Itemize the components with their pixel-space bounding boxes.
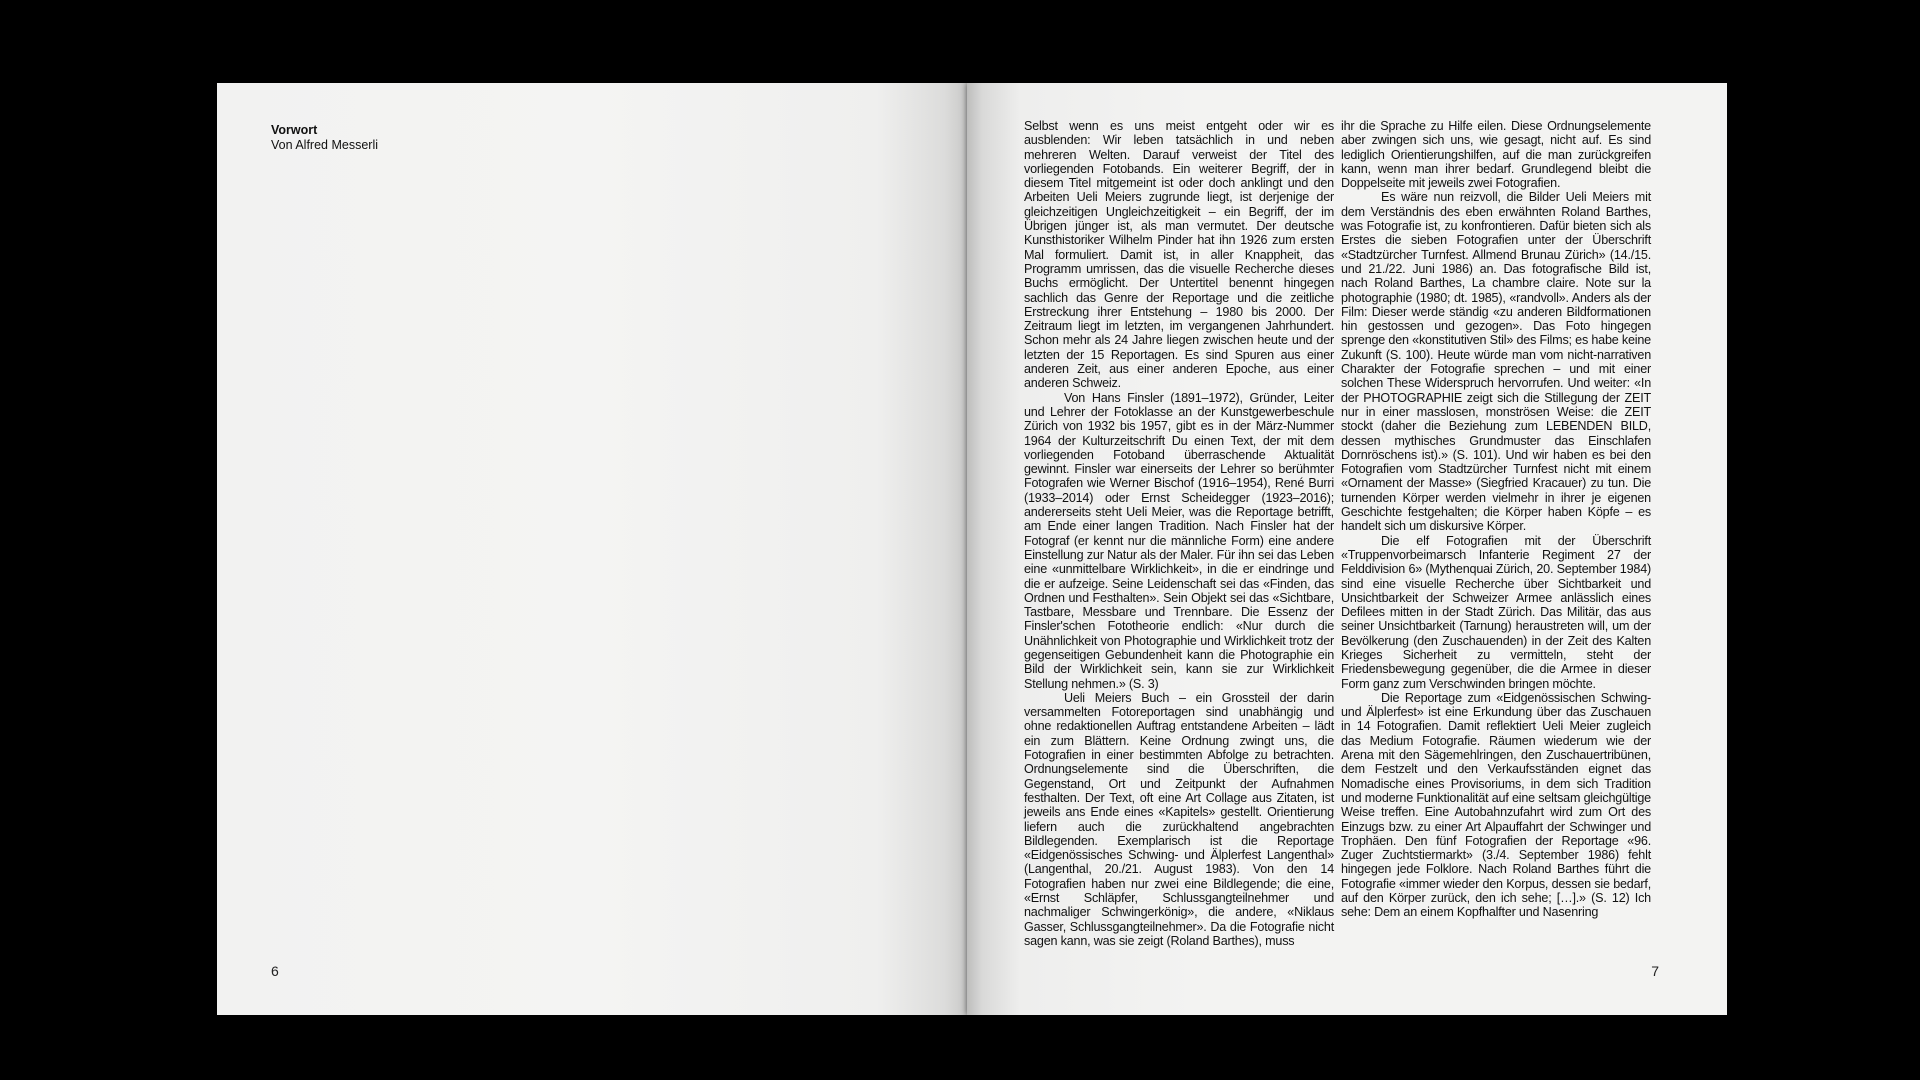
chapter-title: Vorwort (271, 123, 318, 137)
paragraph: Die Reportage zum «Eidgenössischen Schwing- und Älplerfest» ist eine Erkundung über das Zuschauen in 14 Fotografien. Damit reflektiert Ueli Meier zugleich das Medium Fotografie. Räumen wiederum wie der Arena mit den Sägemehlringen, den Zuschauertribünen, dem Festzelt und den Verkaufsständen eignet das Nomadische eines Provisoriums, in dem sich Tradition und moderne Funktionalität auf eine seltsam gleichgültige Weise treffen. Eine Autobahnzufahrt wird zum Ort des Einzugs bzw. zu einer Art Alpauffahrt der Schwinger und Trophäen. Den fünf Fotografien der Reportage «96. Zuger Zuchtstiermarkt» (3./4. September 1986) fehlt hingegen jede Folklore. Nach Roland Barthes führt die Fotografie «immer wieder den Korpus, dessen sie bedarf, auf den Körper zurück, den ich sehe; […].» (S. 12) Ich sehe: Dem an einem Kopfhalfter und Nasenring (1341, 690, 1651, 920)
chapter-author: Von Alfred Messerli (271, 138, 378, 152)
paragraph: Von Hans Finsler (1891–1972), Gründer, Leiter und Lehrer der Fotoklasse an der Kunstgewerbeschule Zürich von 1932 bis 1957, gibt es in der März-Nummer 1964 der Kulturzeitschrift Du einen Text, der mit dem vorliegenden Fotoband überraschende Aktualität gewinnt. Finsler war einerseits der Lehrer so berühmter Fotografen wie Werner Bischof (1916–1954), René Burri (1933–2014) oder Ernst Scheidegger (1923–2016); andererseits steht Ueli Meier, was die Reportage betrifft, am Ende einer langen Tradition. Nach Finsler hat der Fotograf (er kennt nur die männliche Form) eine andere Einstellung zur Natur als der Maler. Für ihn sei das Leben eine «unmittelbare Wirklichkeit», in die er eindringe und die er aufzeige. Seine Leidenschaft sei das «Finden, das Ordnen und Festhalten». Sein Objekt sei das «Sichtbare, Tastbare, Messbare und Trennbare. Die Essenz der Finsler'schen Fototheorie endlich: «Nur durch die Unähnlichkeit von Photographie und Wirklichkeit trotz der gegenseitigen Gebundenheit kann die Photographie ein Bild der Wirklichkeit sein, kann sie zur Wirklichkeit Stellung nehmen.» (S. 3) (1024, 390, 1334, 691)
paragraph: Es wäre nun reizvoll, die Bilder Ueli Meiers mit dem Verständnis des eben erwähnten Roland Barthes, was Fotografie ist, zu konfrontieren. Dafür bieten sich als Erstes die sieben Fotografien unter der Überschrift «Stadtzürcher Turnfest. Allmend Brunau Zürich» (14./15. und 21./22. Juni 1986) an. Das fotografische Bild ist, nach Roland Barthes, La chambre claire. Note sur la photographie (1980; dt. 1985), «randvoll». Anders als der Film: Dieser werde ständig «zu anderen Bildformationen hin gestossen und gezogen». Das Foto hingegen sprenge den «konstitutiven Stil» des Films; es habe keine Zukunft (S. 100). Heute würde man vom nicht-narrativen Charakter der Fotografie sprechen – und mit einer solchen These Widerspruch hervorrufen. Und weiter: «In der PHOTOGRAPHIE zeigt sich die Stillegung der ZEIT nur in einer masslosen, monströsen Weise: die ZEIT stockt (daher die Beziehung zum LEBENDEN BILD, dessen mythisches Grundmuster das Einschlafen Dornröschens ist).» (S. 101). Und wir haben es bei den Fotografien vom Stadtzürcher Turnfest nicht mit einem «Ornament der Masse» (Siegfried Kracauer) zu tun. Die turnenden Körper werden vielmehr in ihrer je eigenen Geschichte festgehalten; die Körper haben Köpfe – es handelt sich um diskursive Körper. (1341, 190, 1651, 534)
left-page (217, 83, 967, 1015)
paragraph: Ueli Meiers Buch – ein Grossteil der darin versammelten Fotoreportagen sind unabhängig und ohne redaktionellen Auftrag entstandene Arbeiten – lädt ein zum Blättern. Keine Ordnung zwingt uns, die Fotografien in einer bestimmten Abfolge zu betrachten. Ordnungselemente sind die Überschriften, die Gegenstand, Ort und Zeitpunkt der Aufnahmen festhalten. Der Text, oft eine Art Collage aus Zitaten, ist jeweils ans Ende eines «Kapitels» gestellt. Orientierung liefern auch die zurückhaltend angebrachten Bildlegenden. Exemplarisch ist die Reportage «Eidgenössisches Schwing- und Älplerfest Langenthal» (Langenthal, 20./21. August 1983). Von den 14 Fotografien haben nur zwei eine Bildlegende; die eine, «Ernst Schläpfer, Schlussgangteilnehmer und nachmaliger Schwingerkönig», die andere, «Niklaus Gasser, Schlussgangteilnehmer». Da die Fotografie nicht sagen kann, was sie zeigt (Roland Barthes), muss (1024, 690, 1334, 948)
text-column-2 (1341, 119, 1651, 920)
page-number-left: 6 (271, 963, 279, 979)
paragraph: Selbst wenn es uns meist entgeht oder wir es ausblenden: Wir leben tatsächlich in und neben mehreren Welten. Darauf verweist der Titel des vorliegenden Fotobands. Ein weiterer Begriff, der in diesem Titel mitgemeint ist oder doch anklingt und den Arbeiten Ueli Meiers zugrunde liegt, ist derjenige der gleichzeitigen Ungleichzeitigkeit – ein Begriff, der im Übrigen jünger ist, als man vermutet. Der deutsche Kunsthistoriker Wilhelm Pinder hat ihn 1926 zum ersten Mal formuliert. Damit ist, in aller Knappheit, das Programm umrissen, das die visuelle Recherche dieses Buchs ermöglicht. Der Untertitel benennt hingegen sachlich das Genre der Reportage und die zeitliche Erstreckung ihrer Entstehung – 1980 bis 2000. Der Zeitraum liegt im letzten, im vergangenen Jahrhundert. Schon mehr als 24 Jahre liegen zwischen heute und der letzten der 15 Reportagen. Es sind Spuren aus einer anderen Zeit, aus einer anderen Epoche, aus einer anderen Schweiz. (1024, 119, 1334, 391)
chapter-heading (271, 123, 378, 153)
paragraph: Die elf Fotografien mit der Überschrift «Truppenvorbeimarsch Infanterie Regiment 27 der Felddivision 6» (Mythenquai Zürich, 20. September 1984) sind eine visuelle Recherche über Sichtbarkeit und Unsichtbarkeit der Schweizer Armee anlässlich eines Defilees mitten in der Stadt Zürich. Das Militär, das aus seiner Unsichtbarkeit (Tarnung) heraustreten will, um der Bevölkerung (den Zuschauenden) in der Zeit des Kalten Krieges Sicherheit zu vermitteln, steht der Friedensbewegung gegenüber, die die Armee in dieser Form ganz zum Verschwinden bringen möchte. (1341, 533, 1651, 691)
paragraph: ihr die Sprache zu Hilfe eilen. Diese Ordnungselemente aber zwingen sich uns, wie gesagt, nicht auf. Es sind lediglich Orientierungshilfen, auf die man zurückgreifen kann, wenn man ihrer bedarf. Grundlegend bleibt die Doppelseite mit jeweils zwei Fotografien. (1341, 119, 1651, 191)
page-number-right: 7 (1651, 963, 1659, 979)
text-column-1 (1024, 119, 1334, 948)
right-page (967, 83, 1727, 1015)
